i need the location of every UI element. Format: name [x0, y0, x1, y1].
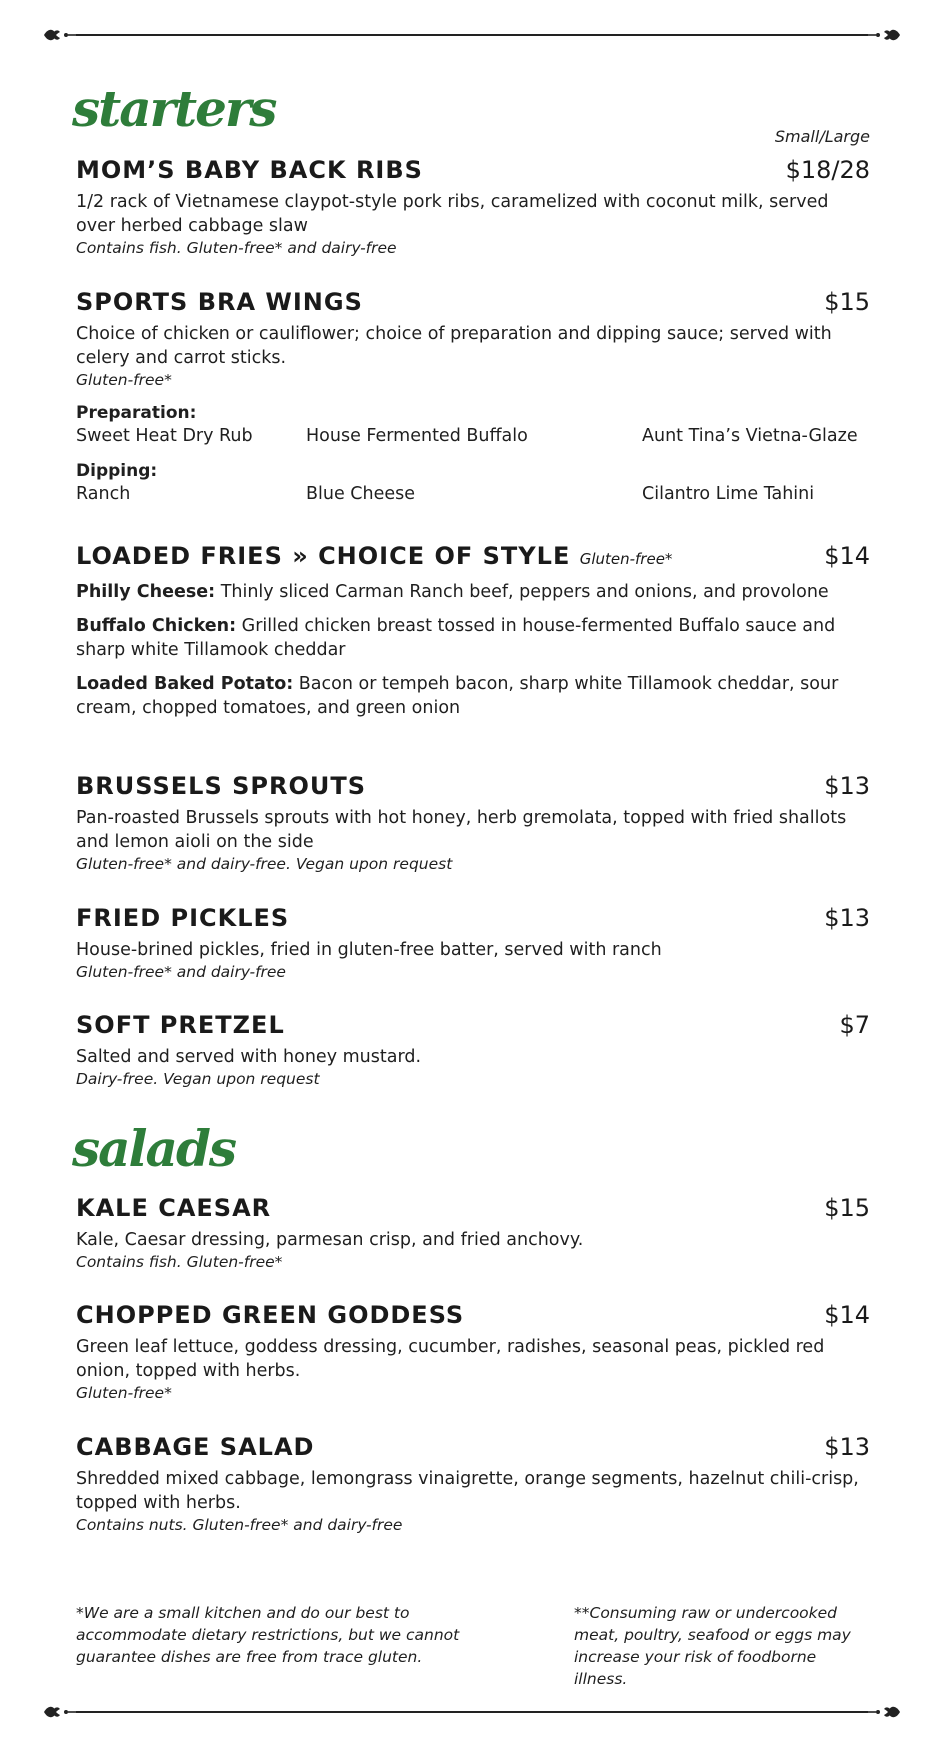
menu-item-soft-pretzel — [76, 1011, 870, 1089]
item-dietary-note: Contains fish. Gluten-free* — [76, 1253, 283, 1271]
item-name-text: LOADED FRIES » CHOICE OF STYLE — [76, 542, 571, 570]
item-name: FRIED PICKLES — [76, 904, 290, 932]
item-dietary-note: Gluten-free* and dairy-free. Vegan upon request — [76, 855, 453, 873]
item-dietary-note: Gluten-free* — [76, 1384, 172, 1402]
item-description: Shredded mixed cabbage, lemongrass vinaigrette, orange segments, hazelnut chili-crisp, topped with herbs. — [76, 1469, 859, 1513]
fries-style-buffalo — [76, 614, 870, 662]
starters-heading: starters — [72, 79, 276, 138]
item-description: Choice of chicken or cauliflower; choice of preparation and dipping sauce; served with celery and carrot sticks. — [76, 324, 832, 368]
fleuron-left-icon — [42, 26, 76, 44]
raw-food-footnote: **Consuming raw or undercooked meat, poultry, seafood or eggs may increase your risk of foodborne illness. — [574, 1604, 851, 1688]
item-price: $14 — [824, 1301, 870, 1329]
item-description: House-brined pickles, fried in gluten-free batter, served with ranch — [76, 940, 662, 960]
item-description: Salted and served with honey mustard. — [76, 1047, 422, 1067]
menu-item-fried-pickles — [76, 904, 870, 982]
item-name: CHOPPED GREEN GODDESS — [76, 1301, 465, 1329]
item-price: $13 — [824, 1433, 870, 1461]
item-price: $13 — [824, 772, 870, 800]
item-dietary-note: Dairy-free. Vegan upon request — [76, 1070, 320, 1088]
item-description: Green leaf lettuce, goddess dressing, cucumber, radishes, seasonal peas, pickled red onion, topped with herbs. — [76, 1337, 825, 1381]
fries-style-philly — [76, 580, 870, 604]
fleuron-left-icon — [42, 1703, 76, 1721]
item-name: BRUSSELS SPROUTS — [76, 772, 366, 800]
size-label: Small/Large — [774, 127, 870, 146]
fleuron-right-icon — [868, 26, 902, 44]
item-price: $18/28 — [785, 156, 870, 184]
item-name: MOM’S BABY BACK RIBS — [76, 156, 423, 184]
gluten-footnote: *We are a small kitchen and do our best to accommodate dietary restrictions, but we cannot guarantee dishes are free from trace gluten. — [76, 1604, 460, 1666]
menu-item-kale-caesar — [76, 1194, 870, 1272]
item-price: $7 — [839, 1011, 870, 1039]
item-price: $15 — [824, 1194, 870, 1222]
style-text: Thinly sliced Carman Ranch beef, peppers and onions, and provolone — [220, 582, 829, 602]
menu-item-brussels-sprouts — [76, 772, 870, 874]
dipping-label: Dipping: — [76, 461, 158, 481]
preparation-label: Preparation: — [76, 403, 197, 423]
style-label: Buffalo Chicken: — [76, 616, 237, 636]
item-name — [76, 542, 870, 573]
bottom-rule-line — [76, 1711, 868, 1713]
item-name: SPORTS BRA WINGS — [76, 288, 363, 316]
item-price: $13 — [824, 904, 870, 932]
style-label: Loaded Baked Potato: — [76, 674, 294, 694]
item-tag: Gluten-free* — [579, 550, 673, 568]
item-description: Pan-roasted Brussels sprouts with hot honey, herb gremolata, topped with fried shallots and lemon aioli on the side — [76, 808, 847, 852]
preparation-option: House Fermented Buffalo — [306, 426, 528, 446]
menu-item-wings — [76, 288, 870, 506]
item-description: Kale, Caesar dressing, parmesan crisp, and fried anchovy. — [76, 1230, 584, 1250]
style-text: Bacon or tempeh bacon, sharp white Tillamook cheddar, sour cream, chopped tomatoes, and green onion — [76, 674, 839, 718]
dipping-option: Blue Cheese — [306, 484, 416, 504]
menu-item-cabbage-salad — [76, 1433, 870, 1535]
item-name: KALE CAESAR — [76, 1194, 272, 1222]
top-ornament-rule — [42, 26, 902, 44]
dipping-option: Ranch — [76, 484, 131, 504]
item-name: CABBAGE SALAD — [76, 1433, 315, 1461]
bottom-ornament-rule — [42, 1703, 902, 1721]
dipping-options — [76, 482, 870, 506]
menu-item-loaded-fries — [76, 542, 870, 720]
salads-heading: salads — [72, 1119, 236, 1178]
preparation-option: Sweet Heat Dry Rub — [76, 426, 253, 446]
style-label: Philly Cheese: — [76, 582, 216, 602]
menu-item-ribs — [76, 156, 870, 258]
preparation-options — [76, 424, 870, 448]
style-text: Grilled chicken breast tossed in house-fermented Buffalo sauce and sharp white Tillamook cheddar — [76, 616, 836, 660]
item-price: $15 — [824, 288, 870, 316]
item-dietary-note: Contains nuts. Gluten-free* and dairy-free — [76, 1516, 403, 1534]
dipping-option: Cilantro Lime Tahini — [642, 484, 815, 504]
fries-style-baked-potato — [76, 672, 870, 720]
item-price: $14 — [824, 542, 870, 570]
item-dietary-note: Gluten-free* — [76, 371, 172, 389]
item-dietary-note: Gluten-free* and dairy-free — [76, 963, 286, 981]
preparation-option: Aunt Tina’s Vietna-Glaze — [642, 426, 858, 446]
item-dietary-note: Contains fish. Gluten-free* and dairy-free — [76, 239, 397, 257]
fleuron-right-icon — [868, 1703, 902, 1721]
top-rule-line — [76, 34, 868, 36]
item-name: SOFT PRETZEL — [76, 1011, 285, 1039]
item-description: 1/2 rack of Vietnamese claypot-style pork ribs, caramelized with coconut milk, served over herbed cabbage slaw — [76, 192, 829, 236]
menu-item-green-goddess — [76, 1301, 870, 1403]
